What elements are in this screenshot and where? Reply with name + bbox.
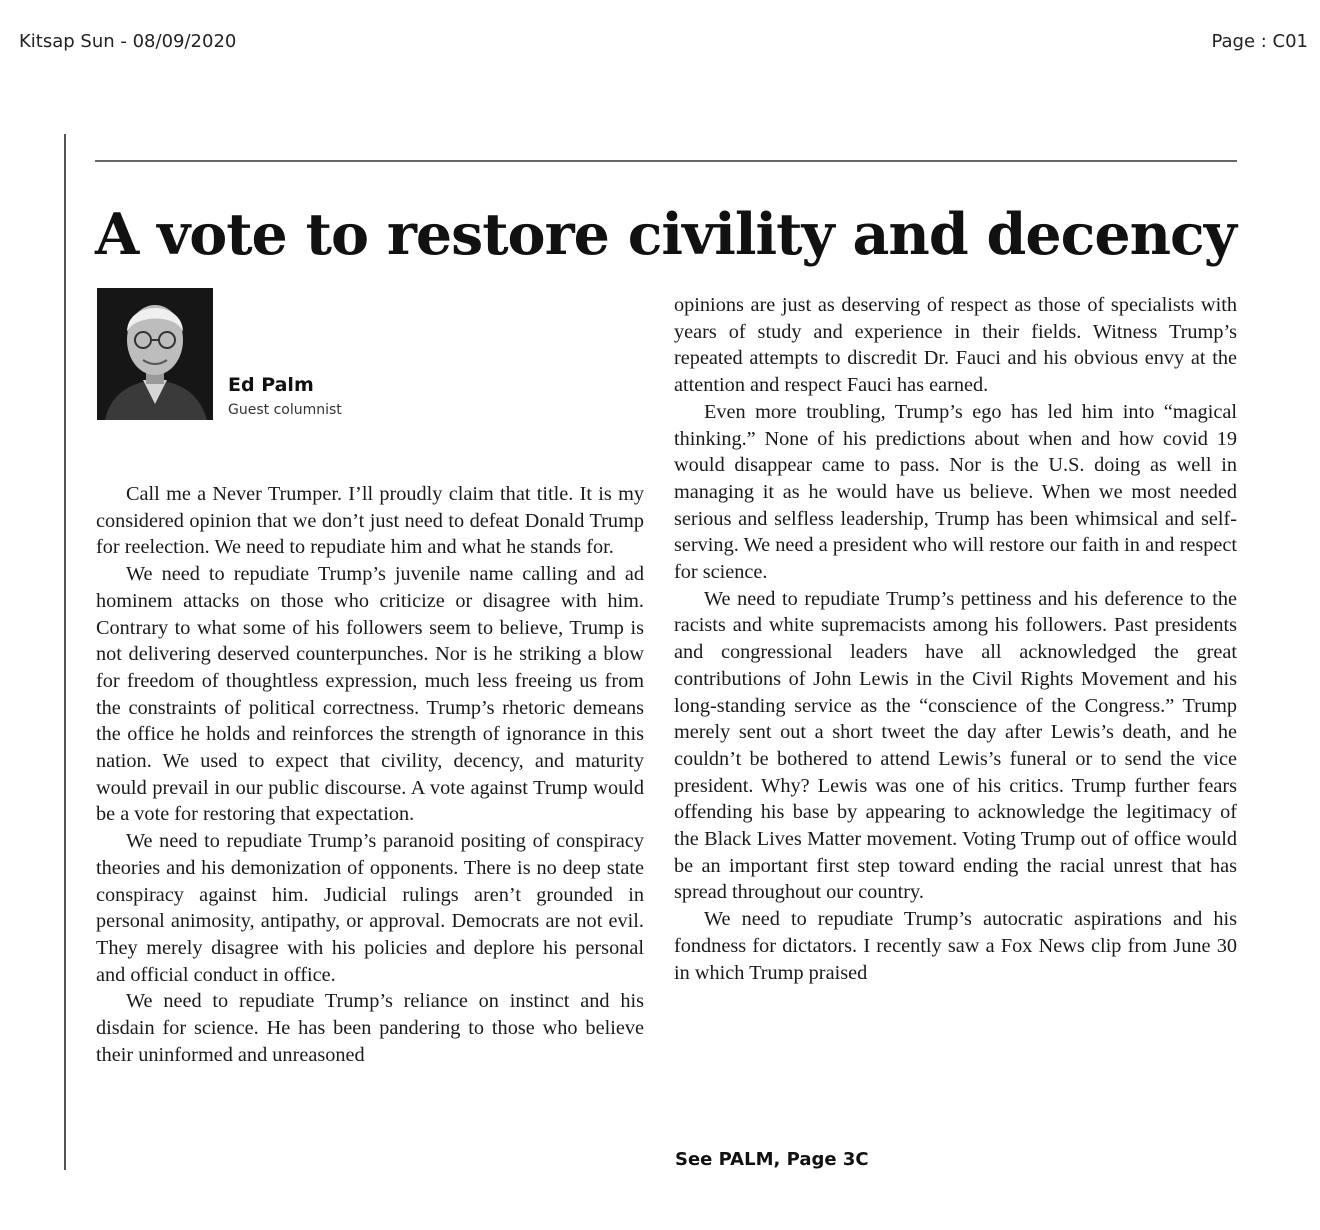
author-role: Guest columnist <box>228 402 342 418</box>
column-rule <box>64 134 66 1170</box>
continued-jump-line: See PALM, Page 3C <box>675 1149 869 1170</box>
paragraph: Even more troubling, Trump’s ego has led him into “magical thinking.” None of his predictions about when and how covid 19 would disappear came to pass. Nor is the U.S. doing as well in managing it as he would have us believe. When we most needed serious and selfless leadership, Trump has been whimsical and self-serving. We need a president who will restore our faith in and respect for science. <box>674 400 1237 584</box>
author-photo <box>97 288 213 420</box>
article-headline: A vote to restore civility and decency <box>95 201 1236 268</box>
paragraph: We need to repudiate Trump’s reliance on instinct and his disdain for science. He has been pandering to those who believe their uninformed and unreasoned <box>96 990 644 1066</box>
paragraph: We need to repudiate Trump’s pettiness and his deference to the racists and white supremacists among his followers. Past presidents and congressional leaders have all acknowledged the great contributions of John Lewis in the Civil Rights Movement and his long-standing service as the “conscience of the Congress.” Trump merely sent out a short tweet the day after Lewis’s death, and he couldn’t be bothered to attend Lewis’s funeral or to send the vice president. Why? Lewis was one of his critics. Trump further fears offending his base by appearing to acknowledge the legitimacy of the Black Lives Matter movement. Voting Trump out of office would be an important first step toward ending the racial unrest that has spread throughout our country. <box>674 587 1237 904</box>
top-rule <box>95 160 1237 162</box>
author-name: Ed Palm <box>228 374 314 396</box>
paragraph: We need to repudiate Trump’s autocratic aspirations and his fondness for dictators. I recently saw a Fox News clip from June 30 in which Trump praised <box>674 908 1237 984</box>
article-column-2 <box>674 292 1237 986</box>
paragraph: We need to repudiate Trump’s paranoid positing of conspiracy theories and his demonization of opponents. There is no deep state conspiracy against him. Judicial rulings aren’t grounded in personal animosity, antipathy, or approval. Democrats are not evil. They merely disagree with his policies and deplore his personal and official conduct in office. <box>96 830 644 986</box>
paragraph: opinions are just as deserving of respect as those of specialists with years of study and experience in their fields. Witness Trump’s repeated attempts to discredit Dr. Fauci and his obvious envy at the attention and respect Fauci has earned. <box>674 294 1237 397</box>
paragraph: We need to repudiate Trump’s juvenile name calling and ad hominem attacks on those who criticize or disagree with him. Contrary to what some of his followers seem to believe, Trump is not delivering deserved counterpunches. Nor is he striking a blow for freedom of thoughtless expression, much less freeing us from the constraints of political correctness. Trump’s rhetoric demeans the office he holds and reinforces the strength of ignorance in this nation. We used to expect that civility, decency, and maturity would prevail in our public discourse. A vote against Trump would be a vote for restoring that expectation. <box>96 563 644 826</box>
page-header-page-number: Page : C01 <box>1211 31 1308 52</box>
byline <box>228 374 342 418</box>
article-column-1 <box>96 481 644 1068</box>
paragraph: Call me a Never Trumper. I’ll proudly claim that title. It is my considered opinion that we don’t just need to defeat Donald Trump for reelection. We need to repudiate him and what he stands for. <box>96 483 644 559</box>
page-header-source: Kitsap Sun - 08/09/2020 <box>19 31 237 52</box>
